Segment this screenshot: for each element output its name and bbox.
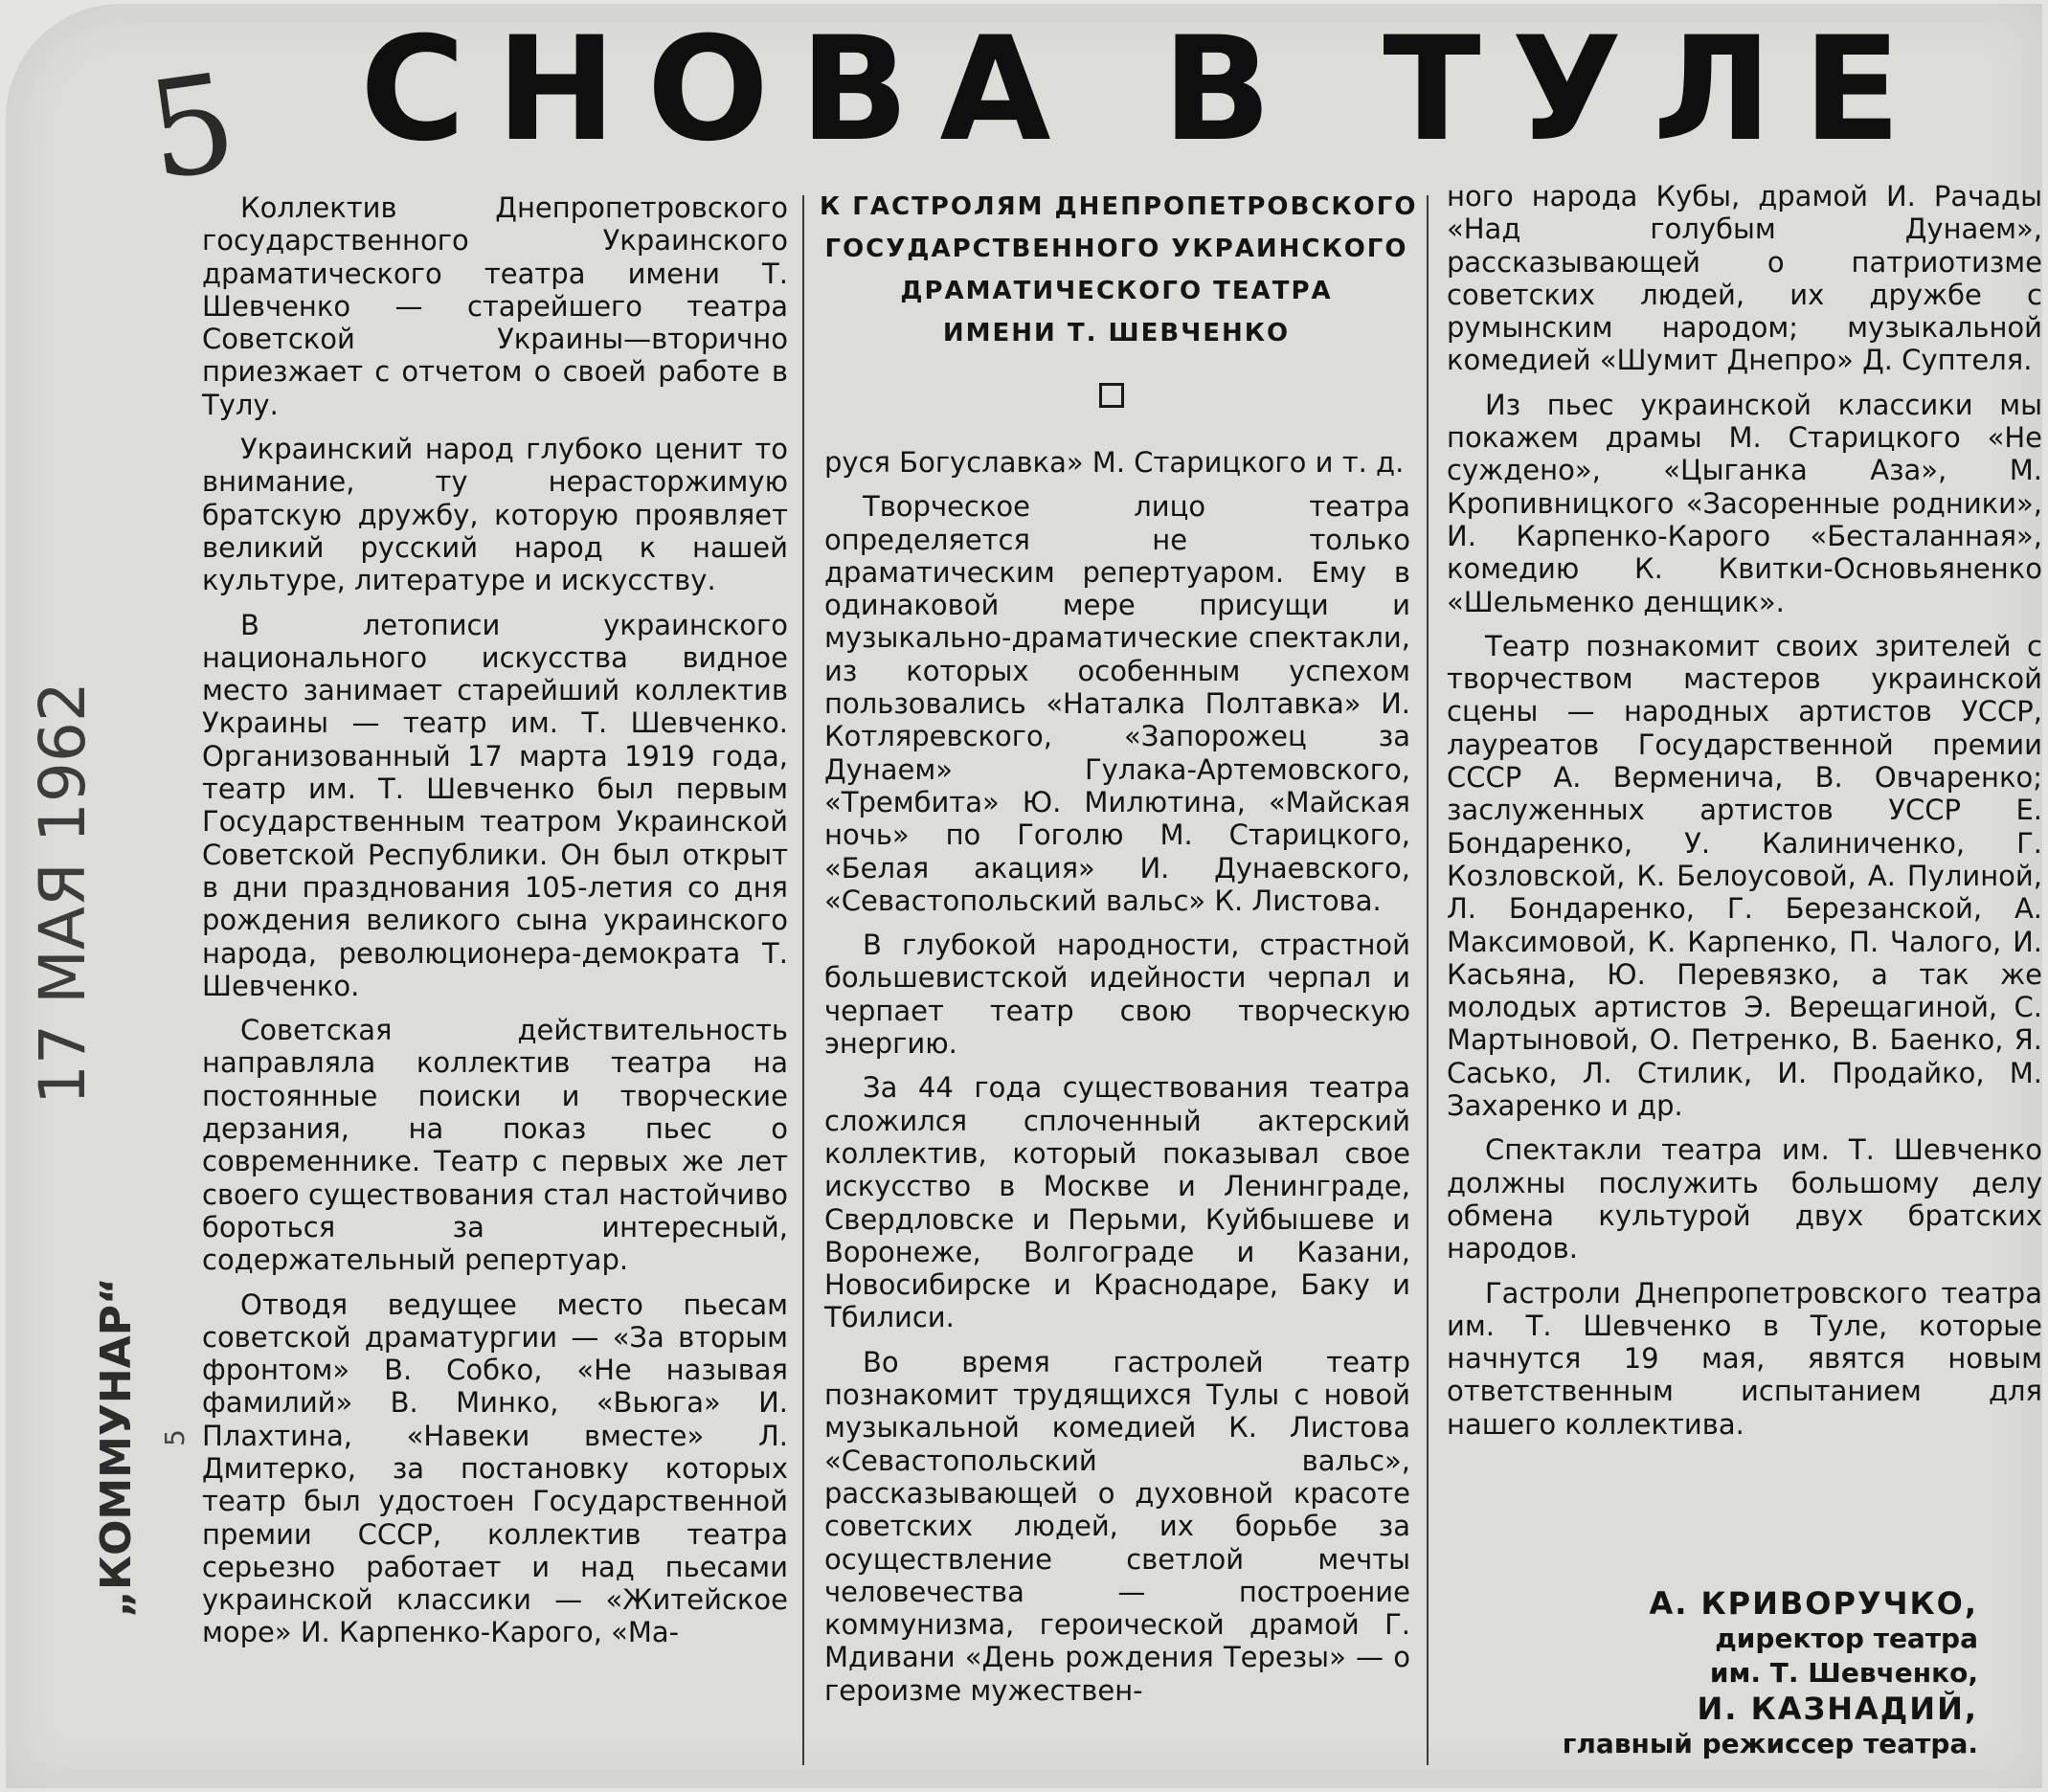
paragraph: Украинский народ глубоко ценит то внимание, ту нерасторжимую братскую дружбу, которую проявляет великий русский народ к нашей культуре, литературе и искусству. [202,433,788,597]
paragraph: Творческое лицо театра определяется не только драматическим репертуаром. Ему в одинаковой мере присущи и музыкально-драматические спектакли, из которых особенным успехом пользовались «Наталка Полтавка» И. Котляревского, «Запорожец за Дунаем» Гулака-Артемовского, «Трембита» Ю. Милютина, «Майская ночь» по Гоголю М. Старицкого, «Белая акация» И. Дунаевского, «Севастопольский вальс» К. Листова. [824,490,1410,917]
author-title: главный режиссер театра. [1562,1728,1978,1759]
author-title: им. Т. Шевченко, [1709,1657,1978,1689]
subheading-line: К ГАСТРОЛЯМ ДНЕПРОПЕТРОВСКОГО [820,192,1418,221]
paragraph: Спектакли театра им. Т. Шевченко должны послужить большому делу обмена культурой двух братских народов. [1447,1133,2042,1266]
paragraph: В летописи украинского национального искусства видное место занимает старейший коллектив Украины — театр им. Т. Шевченко. Организованный 17 марта 1919 года, театр им. Т. Шевченко был первым Государственным театром Украинской Советской Республики. Он был открыт в дни празднования 105-летия со дня рождения великого сына украинского народа, революционера-демократа Т. Шевченко. [202,608,788,1002]
newspaper-stamp: „КОММУНАР“ [92,1277,141,1618]
signature-block [1461,1585,1978,1761]
author-name: А. КРИВОРУЧКО, [1649,1585,1978,1622]
subheading [820,186,1418,354]
subheading-line: ГОСУДАРСТВЕННОГО УКРАИНСКОГО [824,235,1408,263]
column-divider [1427,195,1429,1765]
date-stamp: 17 МАЯ 1962 [26,682,100,1105]
separator-square-icon [1099,383,1124,408]
paragraph: Коллектив Днепропетровского государственного Украинского драматического театра имени Т. Шевченко — старейшего театра Советской Украины—вторично приезжает с отчетом о своей работе в Тулу. [202,191,788,421]
subheading-line: ИМЕНИ Т. ШЕВЧЕНКО [942,319,1291,347]
article-column-2 [824,446,1410,1718]
article-column-3 [1447,180,2042,1452]
column-divider [802,195,804,1765]
paragraph: В глубокой народности, страстной большевистской идейности черпал и черпает театр свою творческую энергию. [824,929,1410,1061]
author-name: И. КАЗНАДИЙ, [1697,1691,1978,1727]
paragraph: Советская действительность направляла коллектив театра на постоянные поиски и творческие дерзания, на показ пьес о современнике. Театр с первых же лет своего существования стал настойчиво бороться за интересный, содержательный репертуар. [202,1014,788,1277]
paragraph: Во время гастролей театр познакомит трудящихся Тулы с новой музыкальной комедией К. Листова «Севастопольский вальс», рассказывающей о духовной красоте советских людей, их борьбе за осуществление светлой мечты человечества — построение коммунизма, героической драмой Г. Мдивани «День рождения Терезы» — о героизме мужествен- [824,1345,1410,1707]
paragraph: Отводя ведущее место пьесам советской драматургии — «За вторым фронтом» В. Собко, «Не называя фамилий» В. Минко, «Вьюга» И. Плахтина, «Навеки вместе» Л. Дмитерко, за постановку которых театр был удостоен Государственной премии СССР, коллектив театра серьезно работает и над пьесами украинской классики — «Житейское море» И. Карпенко-Карого, «Ма- [202,1288,788,1649]
page-number-stamp: 5 [159,1429,191,1446]
paragraph: Гастроли Днепропетровского театра им. Т. Шевченко в Туле, которые начнутся 19 мая, явятся новым ответственным испытанием для нашего коллектива. [1447,1276,2042,1441]
headline: СНОВА В ТУЛЕ [360,7,1932,173]
subheading-line: ДРАМАТИЧЕСКОГО ТЕАТРА [900,277,1333,305]
paragraph: Из пьес украинской классики мы покажем драмы М. Старицкого «Не суждено», «Цыганка Аза», М. Кропивницкого «Засоренные родники», И. Карпенко-Карого «Бесталанная», комедию К. Квитки-Основьяненко «Шельменко денщик». [1447,388,2042,618]
article-column-1 [202,191,788,1661]
paragraph: За 44 года существования театра сложился сплоченный актерский коллектив, который показывал свое искусство в Москве и Ленинграде, Свердловске и Перьми, Куйбышеве и Воронеже, Волгограде и Казани, Новосибирске и Краснодаре, Баку и Тбилиси. [824,1071,1410,1334]
paragraph: Театр познакомит своих зрителей с творчеством мастеров украинской сцены — народных артистов УССР, лауреатов Государственной премии СССР А. Верменича, В. Овчаренко; заслуженных артистов УССР Е. Бондаренко, У. Калиниченко, Г. Козловской, К. Белоусовой, А. Пулиной, Л. Бондаренко, Г. Березанской, А. Максимовой, К. Карпенко, П. Чалого, И. Касьяна, Ю. Перевязко, а так же молодых артистов Э. Верещагиной, С. Мартыновой, О. Петренко, В. Баенко, Я. Сасько, Л. Стилик, И. Продайко, М. Захаренко и др. [1447,629,2042,1123]
handwritten-number: 5 [139,44,245,212]
paragraph: ного народа Кубы, драмой И. Рачады «Над голубым Дунаем», рассказывающей о патриотизме советских людей, их дружбе с румынским народом; музыкальной комедией «Шумит Днепро» Д. Суптеля. [1447,180,2042,377]
newspaper-clipping [6,4,2042,1788]
paragraph: руся Богуславка» М. Старицкого и т. д. [824,446,1405,479]
author-title: директор театра [1715,1623,1978,1654]
